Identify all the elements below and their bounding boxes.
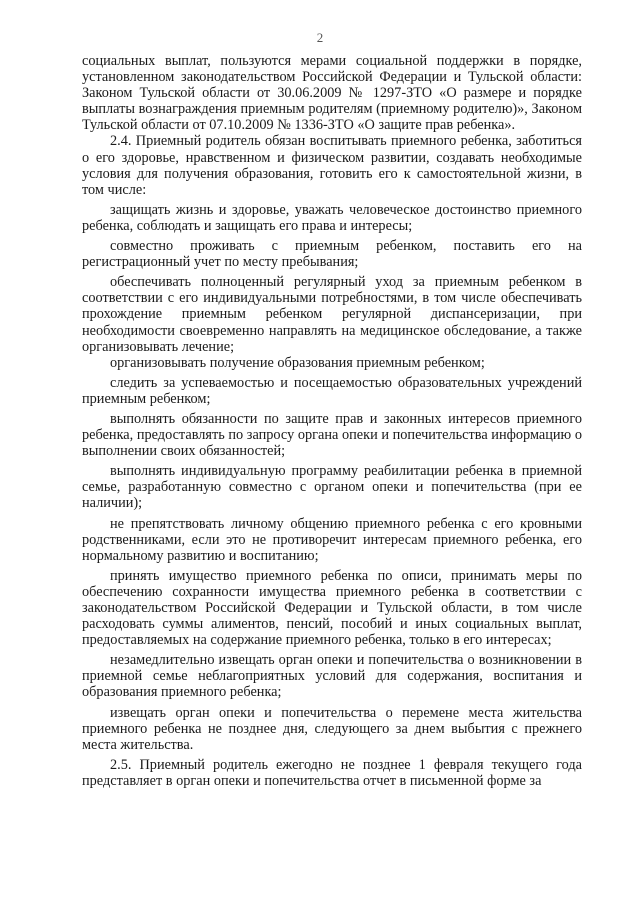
document-body <box>82 53 582 789</box>
paragraph: извещать орган опеки и попечительства о перемене места жительства приемного ребенка не позднее дня, следующего за днем выбытия с прежнего места жительства. <box>82 704 582 753</box>
paragraph: выполнять индивидуальную программу реабилитации ребенка в приемной семье, разработанную совместно с органом опеки и попечительства (при ее наличии); <box>82 463 582 512</box>
paragraph: организовывать получение образования приемным ребенком; <box>110 354 485 371</box>
page-number: 2 <box>316 30 324 45</box>
paragraph: обеспечивать полноценный регулярный уход за приемным ребенком в соответствии с его индивидуальными потребностями, в том числе обеспечивать прохождение приемным ребенком регулярной диспансеризации, при необходимости своевременно направлять на медицинское обследование, а также организовывать лечение; <box>82 274 582 355</box>
paragraph: не препятствовать личному общению приемного ребенка с его кровными родственниками, если это не противоречит интересам приемного ребенка, его нормальному развитию и воспитанию; <box>82 515 582 564</box>
paragraph: незамедлительно извещать орган опеки и попечительства о возникновении в приемной семье неблагоприятных условий для содержания, воспитания и образования приемного ребенка; <box>82 652 582 701</box>
paragraph: 2.4. Приемный родитель обязан воспитывать приемного ребенка, заботиться о его здоровье, нравственном и физическом развитии, создавать необходимые условия для получения образования, готовить его к самостоятельной жизни, в том числе: <box>82 133 582 198</box>
paragraph: совместно проживать с приемным ребенком, поставить его на регистрационный учет по месту пребывания; <box>82 238 582 271</box>
paragraph: защищать жизнь и здоровье, уважать человеческое достоинство приемного ребенка, соблюдать и защищать его права и интересы; <box>82 201 582 234</box>
paragraph: выполнять обязанности по защите прав и законных интересов приемного ребенка, предоставлять по запросу органа опеки и попечительства информацию о выполнении своих обязанностей; <box>82 410 582 460</box>
paragraph: следить за успеваемостью и посещаемостью образовательных учреждений приемным ребенком; <box>82 374 582 407</box>
paragraph: 2.5. Приемный родитель ежегодно не позднее 1 февраля текущего года представляет в орган опеки и попечительства отчет в письменной форме за <box>82 756 582 789</box>
paragraph: принять имущество приемного ребенка по описи, принимать меры по обеспечению сохранности имущества приемного ребенка в соответствии с законодательством Российской Федерации и Тульской области, в том числе расходовать суммы алиментов, пенсий, пособий и иных социальных выплат, предоставляемых на содержание приемного ребенка, только в его интересах; <box>82 567 582 649</box>
paragraph: социальных выплат, пользуются мерами социальной поддержки в порядке, установленном законодательством Российской Федерации и Тульской области: Законом Тульской области от 30.06.2009 № 1297-ЗТО «О размере и порядке выплаты вознаграждения приемным родителям (приемному родителю)», Законом Тульской области от 07.10.2009 № 1336-ЗТО «О защите прав ребенка». <box>82 53 582 134</box>
